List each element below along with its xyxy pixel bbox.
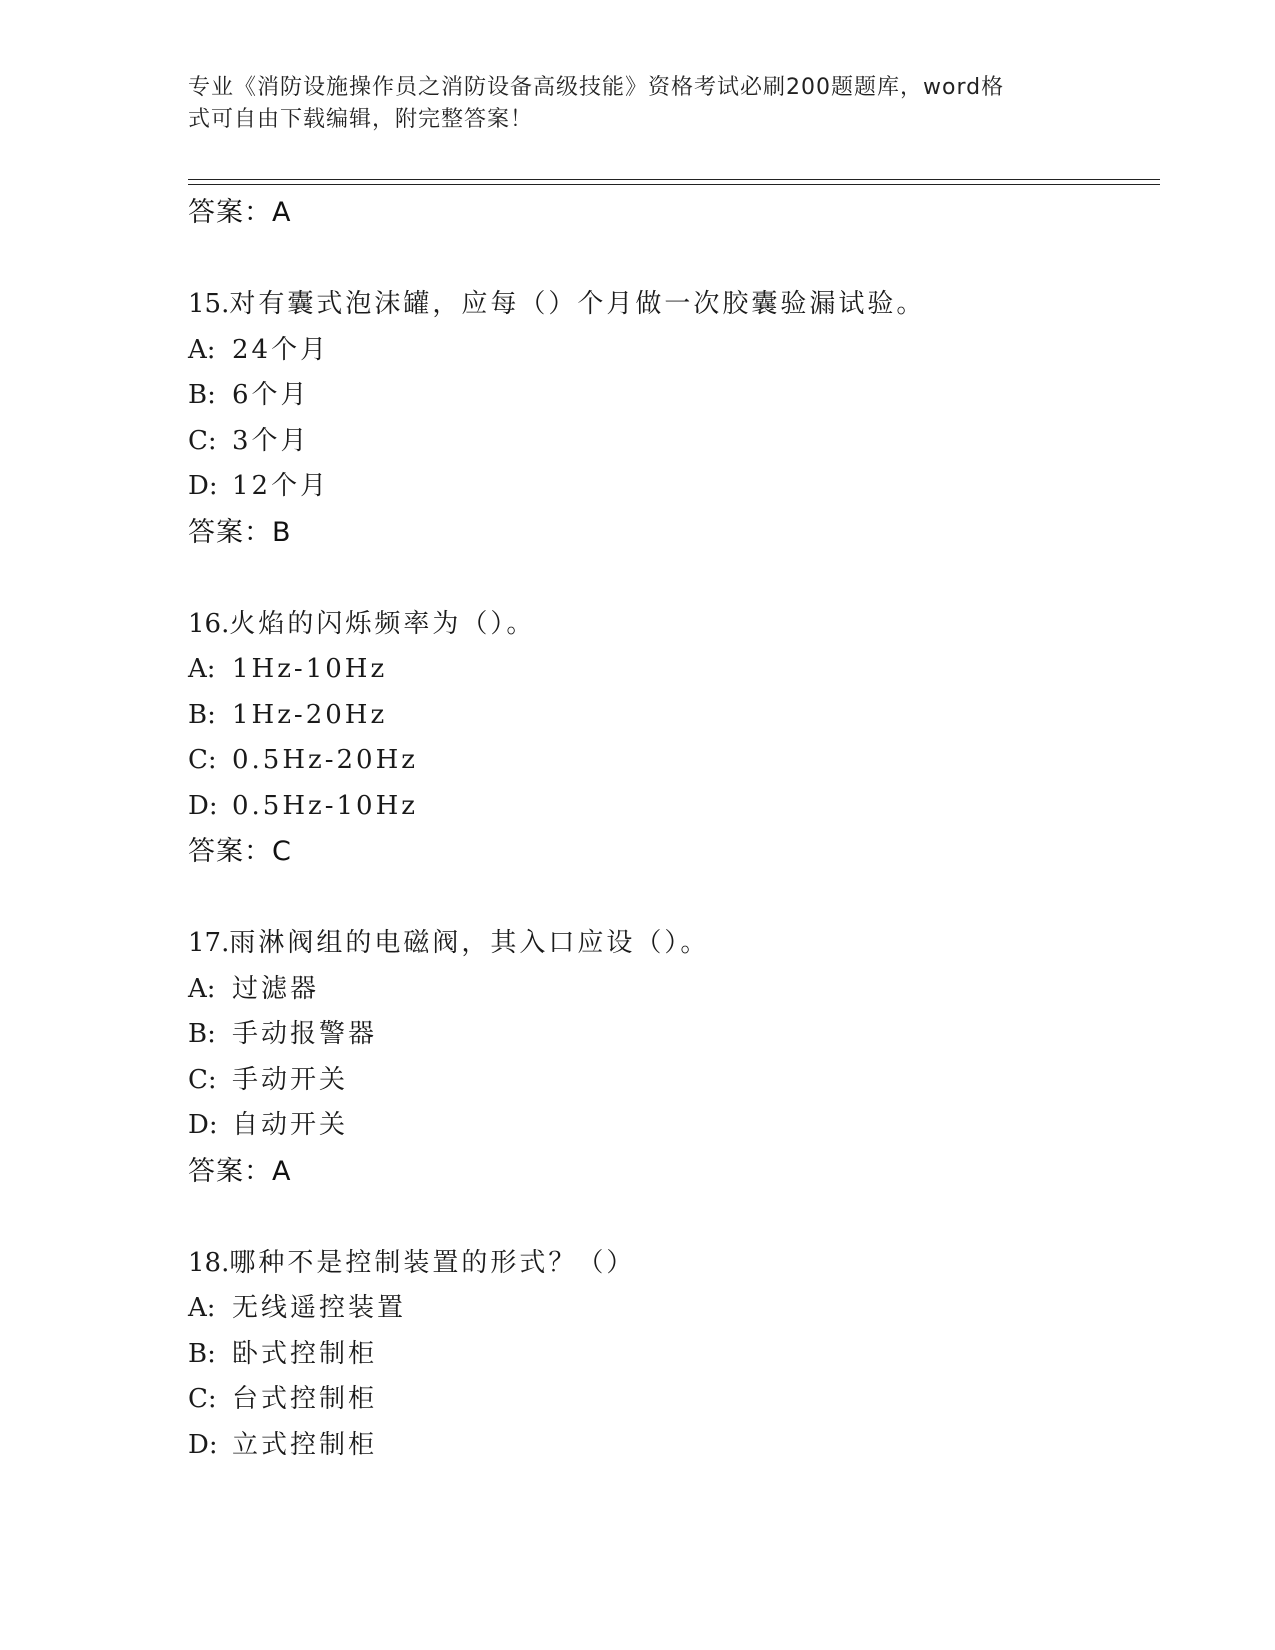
option-key: B: <box>188 380 216 410</box>
question-list <box>188 190 1168 1468</box>
option-key: A: <box>188 334 216 365</box>
question-stem <box>188 921 1168 967</box>
question-text: 哪种不是控制装置的形式？（） <box>229 1247 636 1278</box>
option-key: B: <box>188 699 216 730</box>
option-a <box>188 328 1168 374</box>
option-c <box>188 738 1168 784</box>
option-text: 台式控制柜 <box>232 1384 378 1414</box>
question-text: 雨淋阀组的电磁阀，其入口应设（）。 <box>229 928 710 958</box>
header-divider-top <box>188 179 1160 180</box>
option-key: C: <box>188 1064 217 1095</box>
question-16 <box>188 602 1168 875</box>
option-b <box>188 1332 1168 1378</box>
option-c <box>188 419 1168 465</box>
option-text: 无线遥控装置 <box>232 1293 407 1323</box>
option-a <box>188 647 1168 693</box>
option-b <box>188 373 1168 419</box>
option-key: B: <box>188 1019 216 1049</box>
previous-answer: 答案：A <box>188 197 292 228</box>
option-text: 过滤器 <box>232 973 320 1004</box>
option-text: 手动报警器 <box>232 1019 378 1049</box>
option-text: 24个月 <box>232 334 330 365</box>
option-key: D: <box>188 1110 218 1140</box>
option-d <box>188 464 1168 510</box>
question-number: 18. <box>188 1247 230 1278</box>
option-text: 1Hz-20Hz <box>232 699 388 730</box>
option-key: D: <box>188 471 218 501</box>
option-text: 12个月 <box>232 471 330 501</box>
option-key: B: <box>188 1338 216 1369</box>
option-text: 卧式控制柜 <box>232 1338 378 1369</box>
option-text: 0.5Hz-20Hz <box>232 745 418 775</box>
header-line-2: 式可自由下载编辑，附完整答案！ <box>188 107 534 132</box>
option-c <box>188 1058 1168 1104</box>
option-text: 6个月 <box>232 380 310 410</box>
document-header <box>188 72 1068 136</box>
option-b <box>188 1012 1168 1058</box>
option-d <box>188 1103 1168 1149</box>
answer-line: 答案：C <box>188 836 292 867</box>
option-key: C: <box>188 425 217 456</box>
option-text: 1Hz-10Hz <box>232 654 388 684</box>
option-d <box>188 784 1168 830</box>
answer-line: 答案：B <box>188 516 292 548</box>
option-key: A: <box>188 654 216 684</box>
question-18 <box>188 1241 1168 1469</box>
option-text: 立式控制柜 <box>232 1429 378 1460</box>
option-key: C: <box>188 1384 217 1414</box>
question-17 <box>188 921 1168 1194</box>
option-a <box>188 1286 1168 1332</box>
option-key: C: <box>188 745 217 775</box>
option-key: D: <box>188 790 218 821</box>
option-text: 自动开关 <box>232 1110 349 1140</box>
option-text: 手动开关 <box>232 1064 349 1095</box>
question-text: 火焰的闪烁频率为（）。 <box>229 608 536 639</box>
option-key: D: <box>188 1429 218 1460</box>
option-text: 0.5Hz-10Hz <box>232 790 418 821</box>
option-d <box>188 1423 1168 1469</box>
question-stem <box>188 1241 1168 1287</box>
header-divider-bottom <box>188 184 1160 185</box>
question-text: 对有囊式泡沫罐，应每（）个月做一次胶囊验漏试验。 <box>229 289 926 319</box>
option-a <box>188 967 1168 1013</box>
question-number: 15. <box>188 289 230 319</box>
question-stem <box>188 602 1168 648</box>
answer-line: 答案：A <box>188 1155 292 1187</box>
question-number: 17. <box>188 928 230 958</box>
option-key: A: <box>188 1293 216 1323</box>
question-number: 16. <box>188 608 230 639</box>
option-text: 3个月 <box>232 425 310 456</box>
question-stem <box>188 282 1168 328</box>
question-15 <box>188 282 1168 555</box>
option-b <box>188 693 1168 739</box>
header-line-1: 专业《消防设施操作员之消防设备高级技能》资格考试必刷200题题库，word格 <box>188 75 1005 100</box>
option-c <box>188 1377 1168 1423</box>
option-key: A: <box>188 973 216 1004</box>
